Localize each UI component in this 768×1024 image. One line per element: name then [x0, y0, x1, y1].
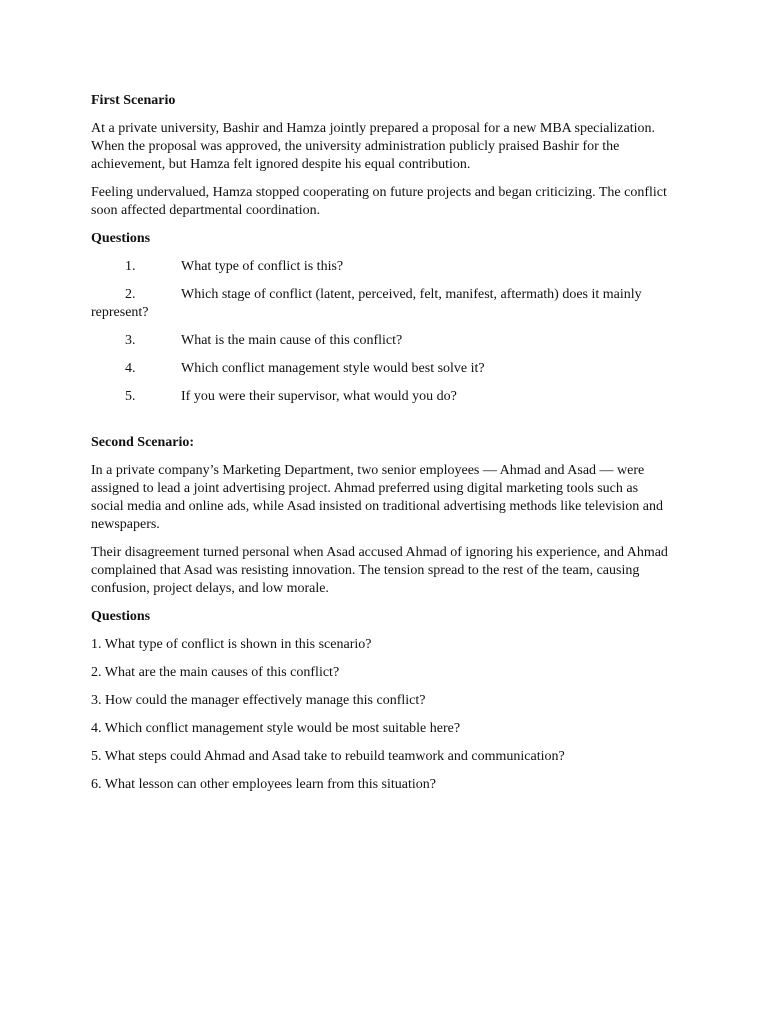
question-number: 4. — [125, 361, 136, 376]
second-question-3: 3. How could the manager effectively manage this conflict? — [91, 693, 426, 708]
second-question-1: 1. What type of conflict is shown in this scenario? — [91, 637, 372, 652]
question-number: 5. — [125, 389, 136, 404]
first-scenario-title: First Scenario — [91, 93, 176, 108]
question-number: 3. — [125, 333, 136, 348]
section-spacer — [91, 416, 671, 434]
first-question-5 — [91, 388, 671, 406]
first-scenario-paragraph-2: Feeling undervalued, Hamza stopped cooperating on future projects and began criticizing. The conflict soon affected departmental coordination. — [91, 185, 667, 218]
question-text: Which stage of conflict (latent, perceived, felt, manifest, aftermath) does it mainly represent? — [91, 287, 642, 320]
question-number: 2. — [125, 287, 136, 302]
question-text: What is the main cause of this conflict? — [181, 333, 403, 348]
first-question-2 — [91, 286, 671, 322]
first-question-3 — [91, 332, 671, 350]
second-question-2: 2. What are the main causes of this conflict? — [91, 665, 340, 680]
question-text: If you were their supervisor, what would you do? — [181, 389, 457, 404]
first-scenario-paragraph-1: At a private university, Bashir and Hamza jointly prepared a proposal for a new MBA specialization. When the proposal was approved, the university administration publicly praised Bashir for the achievement, but Hamza felt ignored despite his equal contribution. — [91, 121, 655, 172]
second-question-6: 6. What lesson can other employees learn from this situation? — [91, 777, 436, 792]
second-question-4: 4. Which conflict management style would be most suitable here? — [91, 721, 461, 736]
document-page — [91, 92, 671, 804]
question-number: 1. — [125, 259, 136, 274]
second-scenario-paragraph-1: In a private company’s Marketing Department, two senior employees — Ahmad and Asad — were assigned to lead a joint advertising project. Ahmad preferred using digital marketing tools such as social media and online ads, while Asad insisted on traditional advertising methods like television and newspapers. — [91, 463, 663, 532]
second-scenario-paragraph-2: Their disagreement turned personal when Asad accused Ahmad of ignoring his experience, and Ahmad complained that Asad was resisting innovation. The tension spread to the rest of the team, causing confusion, project delays, and low morale. — [91, 545, 668, 596]
first-questions-heading: Questions — [91, 231, 151, 246]
first-question-4 — [91, 360, 671, 378]
second-scenario-title: Second Scenario: — [91, 435, 195, 450]
second-questions-heading: Questions — [91, 609, 151, 624]
question-text: What type of conflict is this? — [181, 259, 344, 274]
question-text: Which conflict management style would best solve it? — [181, 361, 485, 376]
second-question-5: 5. What steps could Ahmad and Asad take to rebuild teamwork and communication? — [91, 749, 565, 764]
first-question-1 — [91, 258, 671, 276]
